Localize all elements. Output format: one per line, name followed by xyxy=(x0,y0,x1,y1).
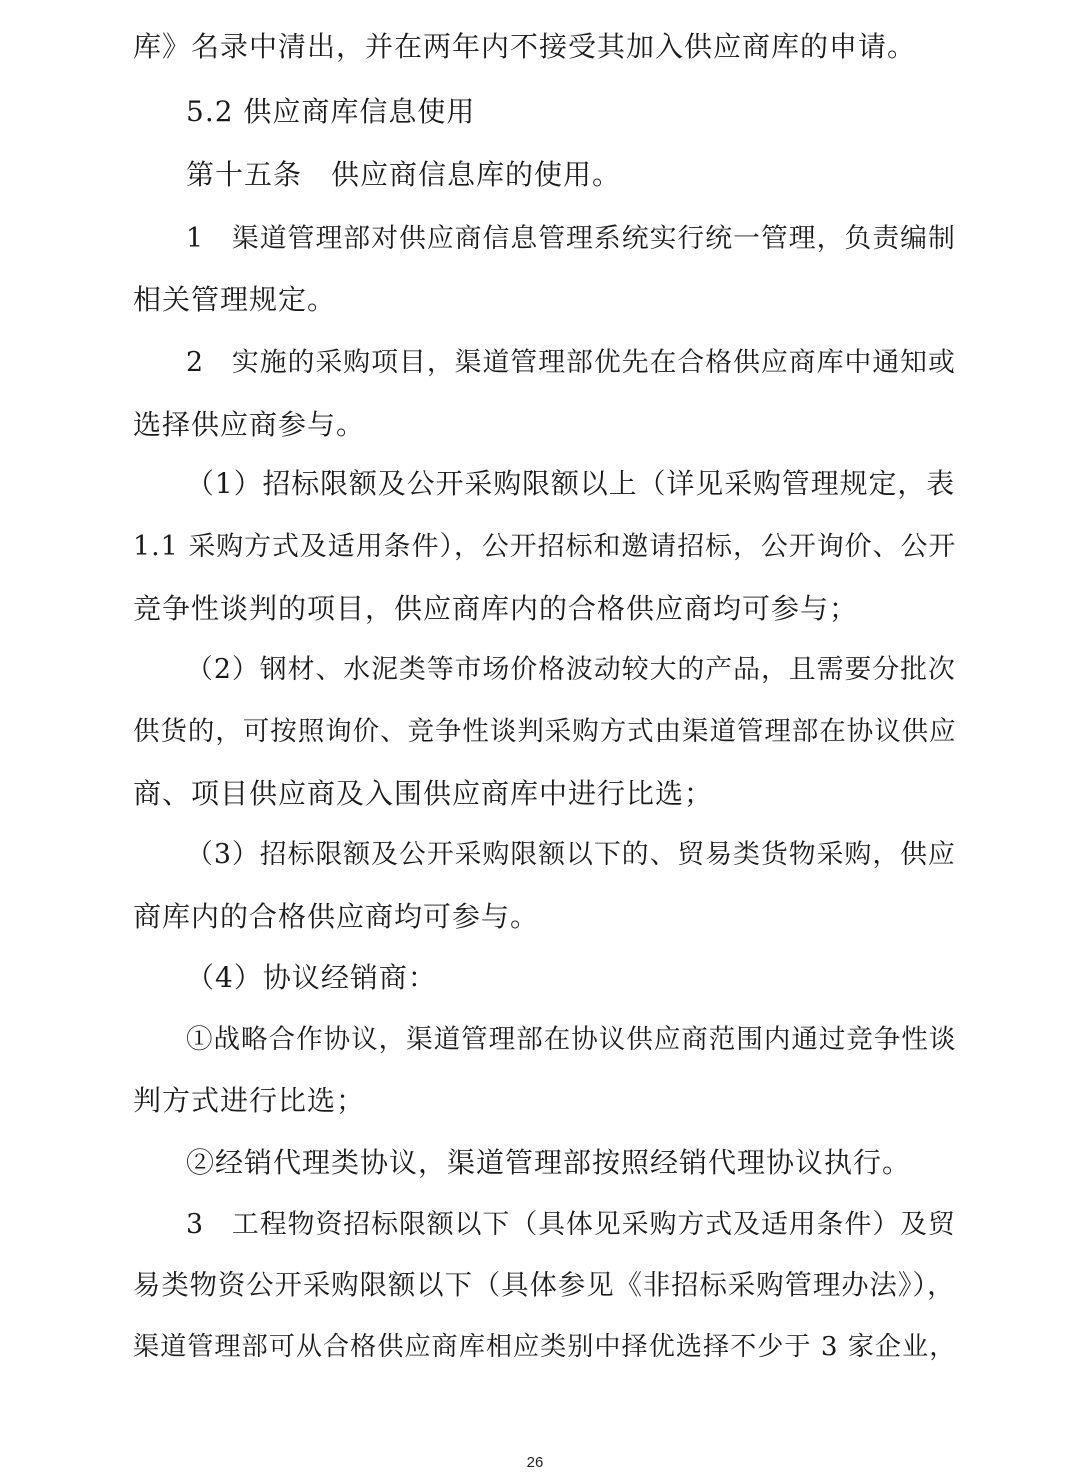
text-line: （1）招标限额及公开采购限额以上（详见采购管理规定，表 xyxy=(186,467,956,500)
text-line: 相关管理规定。 xyxy=(133,283,337,316)
page-number: 26 xyxy=(526,1454,544,1471)
text-line: 库》名录中清出，并在两年内不接受其加入供应商库的申请。 xyxy=(133,30,917,63)
text-line: ②经销代理类协议，渠道管理部按照经销代理协议执行。 xyxy=(186,1146,912,1179)
text-line: （3）招标限额及公开采购限额以下的、贸易类货物采购，供应 xyxy=(186,839,956,870)
text-line: 判方式进行比选； xyxy=(133,1084,366,1117)
text-line: 选择供应商参与。 xyxy=(133,408,366,441)
text-line: （2）钢材、水泥类等市场价格波动较大的产品，且需要分批次 xyxy=(186,654,956,685)
text-line: 3 工程物资招标限额以下（具体见采购方式及适用条件）及贸 xyxy=(186,1209,956,1240)
text-line: 1.1 采购方式及适用条件），公开招标和邀请招标，公开询价、公开 xyxy=(133,531,957,562)
text-line: 1 渠道管理部对供应商信息管理系统实行统一管理，负责编制 xyxy=(186,223,956,254)
section-heading: 5.2 供应商库信息使用 xyxy=(186,95,476,128)
text-line: （4）协议经销商： xyxy=(186,961,437,994)
text-line: 竞争性谈判的项目，供应商库内的合格供应商均可参与； xyxy=(133,592,859,625)
text-line: 供货的，可按照询价、竞争性谈判采购方式由渠道管理部在协议供应 xyxy=(133,716,957,747)
text-line: 易类物资公开采购限额以下（具体参见《非招标采购管理办法》）， xyxy=(133,1270,956,1301)
text-line: 渠道管理部可从合格供应商库相应类别中择优选择不少于 3 家企业， xyxy=(133,1332,957,1362)
text-line: 商库内的合格供应商均可参与。 xyxy=(133,900,540,933)
text-line: ①战略合作协议，渠道管理部在协议供应商范围内通过竞争性谈 xyxy=(186,1024,957,1055)
article-heading: 第十五条 供应商信息库的使用。 xyxy=(186,158,622,191)
text-line: 商、项目供应商及入围供应商库中进行比选； xyxy=(133,777,714,810)
text-line: 2 实施的采购项目，渠道管理部优先在合格供应商库中通知或 xyxy=(186,347,956,378)
